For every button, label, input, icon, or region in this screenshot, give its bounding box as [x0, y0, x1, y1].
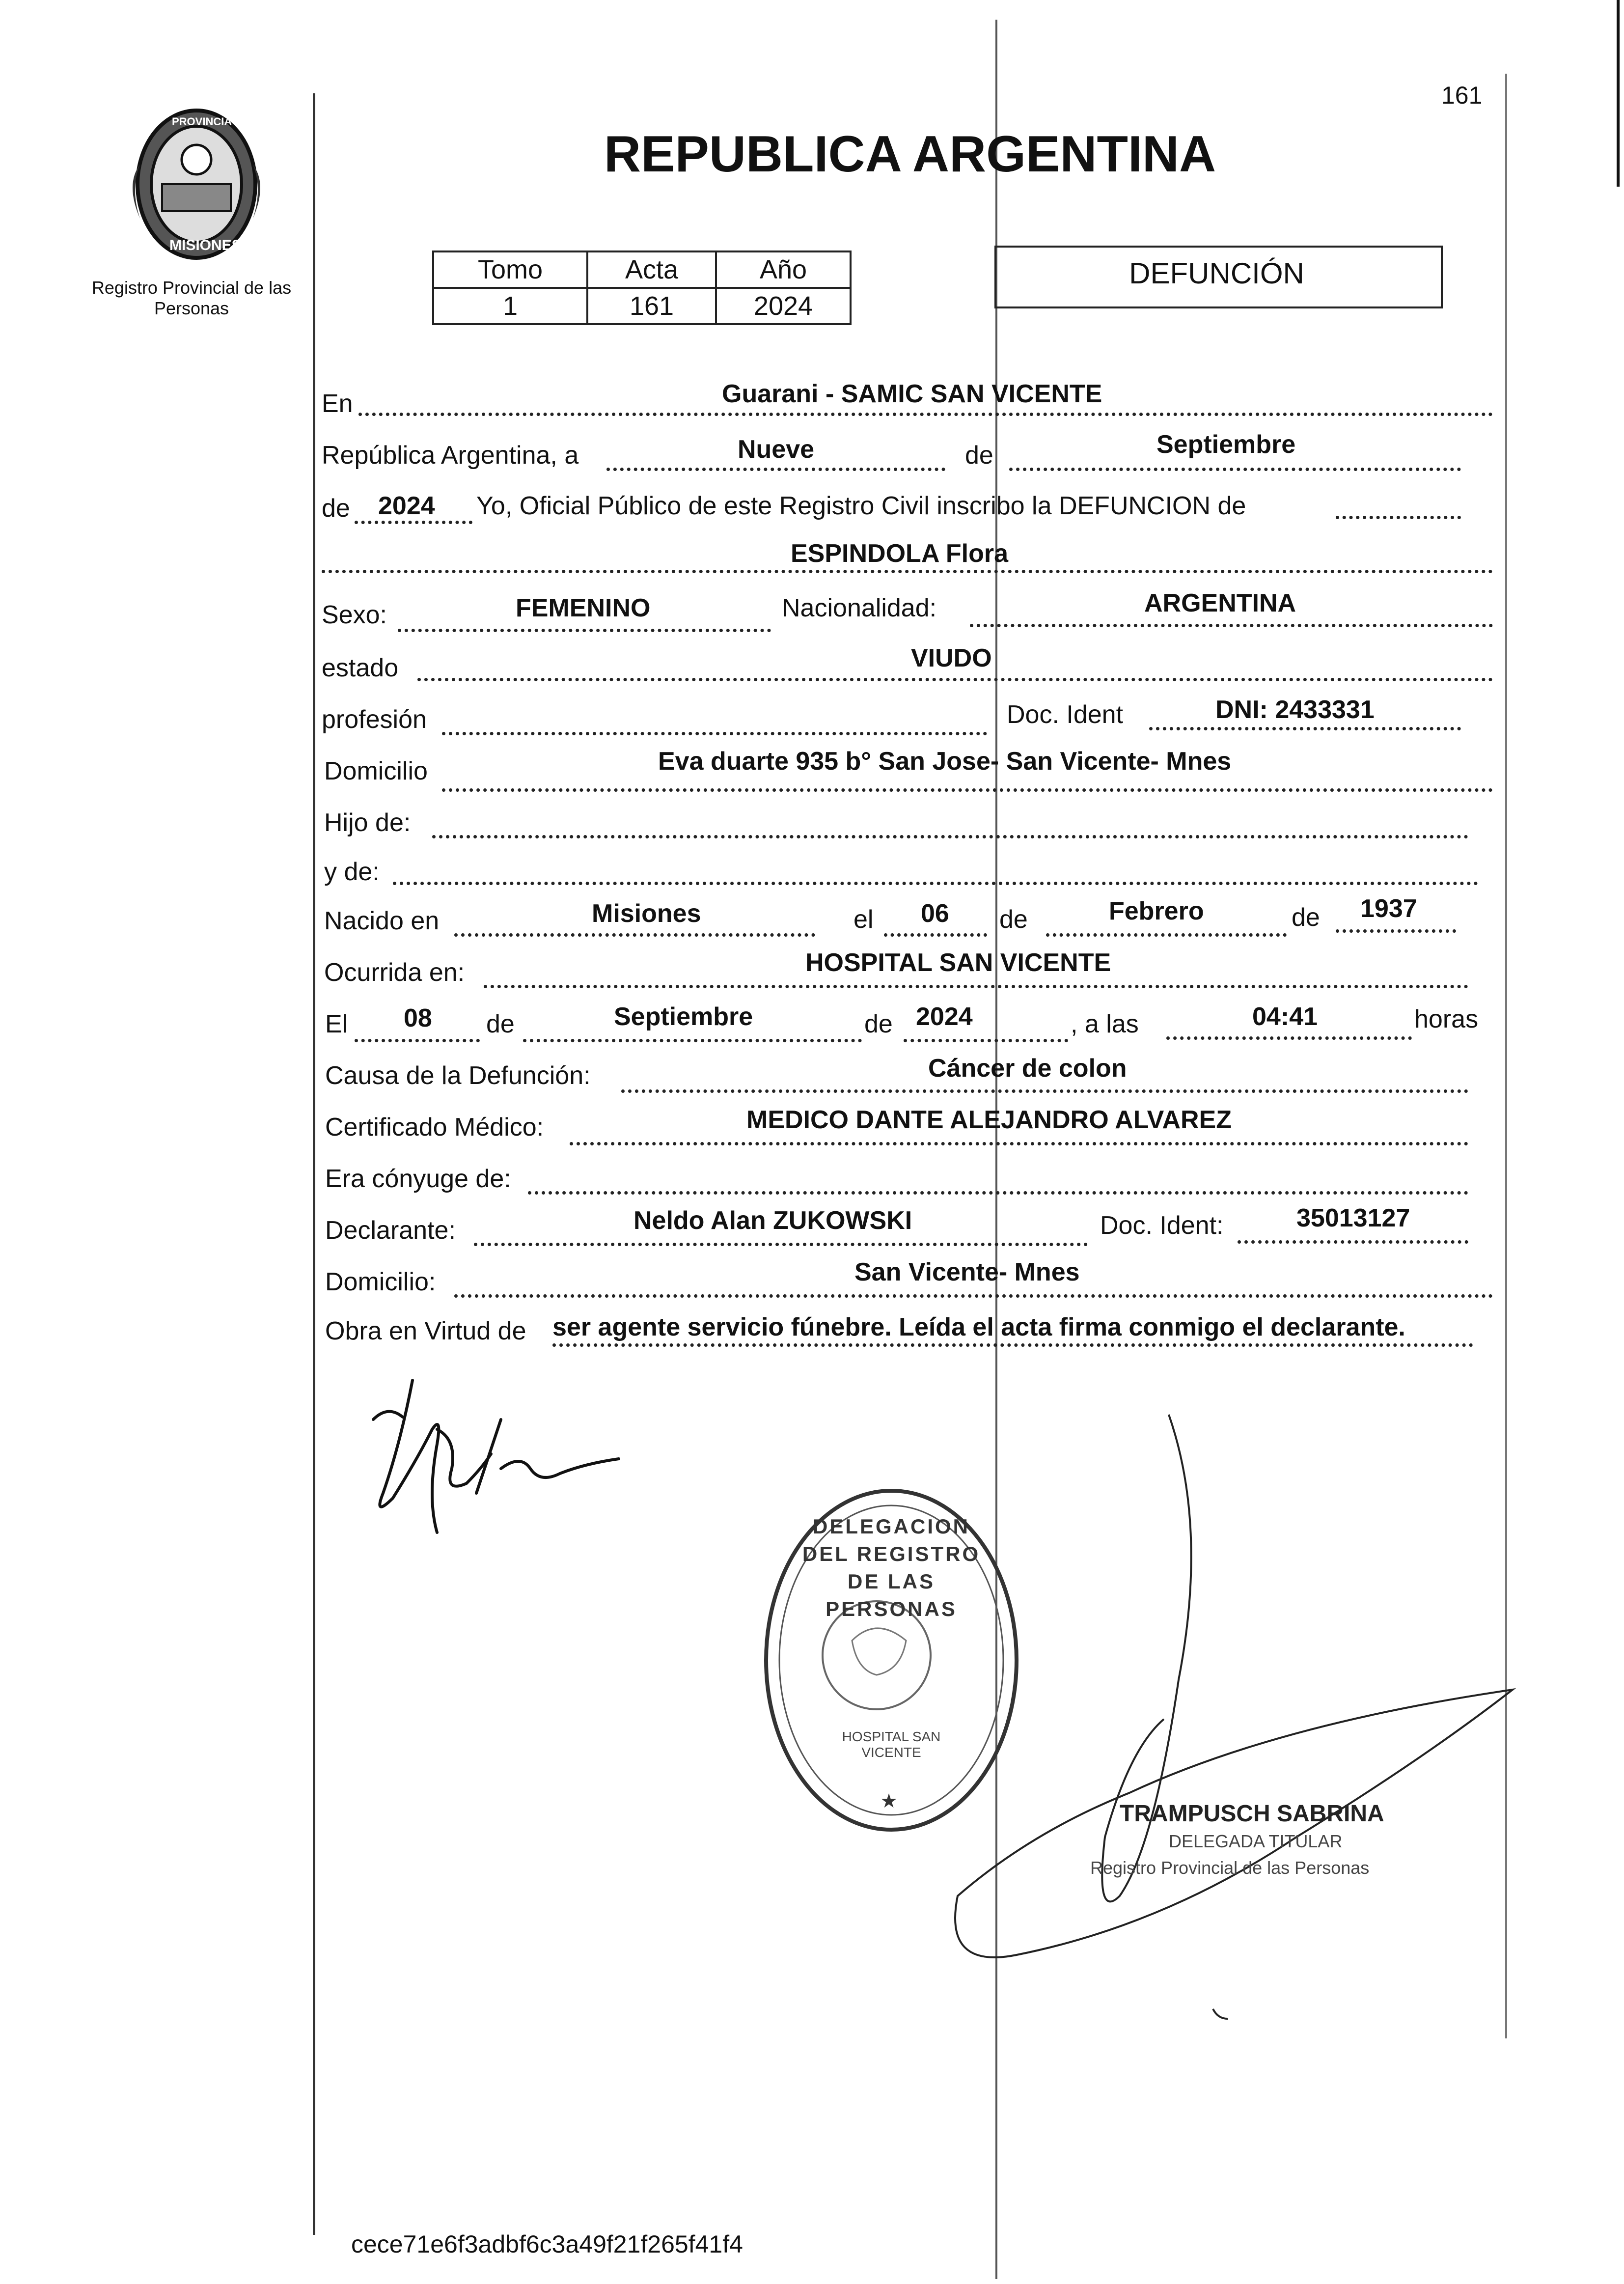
doc-ident-label: Doc. Ident [1007, 700, 1124, 729]
nacido-line [454, 933, 815, 937]
domicilio2-value: San Vicente- Mnes [854, 1258, 1080, 1286]
conyuge-label: Era cónyuge de: [325, 1165, 511, 1193]
declarante-line [474, 1243, 1088, 1246]
en-line [358, 413, 1493, 416]
domicilio-label: Domicilio [324, 757, 428, 785]
officer-role: DELEGADA TITULAR [1169, 1831, 1343, 1851]
ocurrida-line [484, 985, 1468, 988]
domicilio-value: Eva duarte 935 b° San Jose- San Vicente- Mnes [658, 747, 1232, 776]
certificado-line [570, 1142, 1468, 1145]
tomo-header: Tomo [433, 251, 587, 288]
profesion-line [442, 732, 987, 735]
de-label-5: de [486, 1010, 515, 1038]
death-month-line [523, 1039, 862, 1042]
officer-registry: Registro Provincial de las Personas [1090, 1858, 1370, 1878]
birth-day: 06 [921, 899, 949, 928]
obra-value: ser agente servicio fúnebre. Leída el acta firma conmigo el declarante. [552, 1313, 1405, 1341]
horas-label: horas [1414, 1005, 1479, 1033]
sexo-line [398, 629, 771, 632]
obra-line [552, 1343, 1473, 1347]
death-time-line [1166, 1036, 1412, 1040]
ocurrida-value: HOSPITAL SAN VICENTE [805, 948, 1111, 977]
estado-line [417, 678, 1493, 681]
hijo-line [432, 835, 1468, 838]
doc-ident-line [1149, 727, 1461, 730]
hijo-label: Hijo de: [324, 808, 411, 837]
doc-ident2-value: 35013127 [1296, 1204, 1410, 1232]
el2-label: El [325, 1010, 348, 1038]
doc-ident2-line [1238, 1240, 1468, 1244]
death-year-line [904, 1039, 1068, 1042]
officer-name: TRAMPUSCH SABRINA [1120, 1801, 1384, 1827]
logo-text-top: PROVINCIA DE [172, 115, 250, 128]
doc-type: DEFUNCIÓN [1129, 257, 1304, 290]
yde-label: y de: [324, 858, 380, 886]
page-number: 161 [1441, 82, 1483, 109]
alas-label: , a las [1071, 1010, 1139, 1038]
month-value: Septiembre [1156, 430, 1296, 459]
acta-value: 161 [587, 288, 716, 324]
nacionalidad-line [970, 624, 1493, 627]
republica-label: República Argentina, a [322, 441, 579, 470]
yde-line [393, 882, 1478, 885]
causa-label: Causa de la Defunción: [325, 1061, 591, 1090]
nacido-value: Misiones [592, 899, 701, 928]
de-label-1: de [965, 441, 993, 470]
certificado-value: MEDICO DANTE ALEJANDRO ALVAREZ [746, 1106, 1232, 1134]
year-line [355, 521, 472, 524]
de-label-6: de [864, 1010, 893, 1038]
acta-header: Acta [587, 251, 716, 288]
doc-ident2-label: Doc. Ident: [1100, 1211, 1224, 1240]
sexo-label: Sexo: [322, 601, 387, 629]
conyuge-line [528, 1191, 1468, 1195]
footer-hash: cece71e6f3adbf6c3a49f21f265f41f4 [351, 2230, 743, 2258]
domicilio-line [442, 788, 1493, 792]
certificado-label: Certificado Médico: [325, 1113, 544, 1142]
de-label-2: de [322, 494, 350, 523]
tomo-value: 1 [433, 288, 587, 324]
birth-year-line [1336, 929, 1456, 933]
causa-line [621, 1089, 1468, 1093]
name-line [322, 570, 1493, 573]
inscribo-text: Yo, Oficial Público de este Registro Civil inscribo la DEFUNCION de [476, 492, 1246, 520]
left-margin-line [313, 93, 315, 2235]
estado-label: estado [322, 654, 399, 682]
sexo-value: FEMENINO [516, 594, 651, 622]
profesion-label: profesión [322, 705, 427, 734]
inscribo-line [1336, 516, 1461, 519]
doc-ident-value: DNI: 2433331 [1215, 696, 1375, 724]
nacionalidad-label: Nacionalidad: [782, 594, 937, 622]
en-value: Guarani - SAMIC SAN VICENTE [722, 380, 1102, 408]
death-year: 2024 [916, 1003, 973, 1031]
death-time: 04:41 [1252, 1003, 1318, 1031]
birth-year: 1937 [1360, 894, 1417, 923]
el-label: el [853, 905, 874, 934]
birth-month-line [1046, 933, 1287, 937]
obra-label: Obra en Virtud de [325, 1317, 526, 1345]
right-edge-line [1617, 0, 1620, 187]
ocurrida-label: Ocurrida en: [324, 958, 465, 987]
registry-name: Registro Provincial de las Personas [91, 278, 292, 318]
officer-signature [933, 1405, 1571, 2033]
deceased-name: ESPINDOLA Flora [791, 539, 1009, 568]
stamp-inner-text: HOSPITAL SAN VICENTE [842, 1729, 941, 1760]
stamp-outer-text: DELEGACION DEL REGISTRO DE LAS PERSONAS [802, 1515, 981, 1620]
de-label-4: de [1292, 903, 1320, 932]
day-value: Nueve [737, 435, 815, 464]
death-day-line [355, 1039, 480, 1042]
svg-text:★: ★ [880, 1790, 898, 1812]
declarant-signature [354, 1370, 629, 1577]
province-logo [120, 106, 273, 263]
anio-header: Año [716, 251, 851, 288]
nacido-label: Nacido en [324, 907, 440, 935]
domicilio2-label: Domicilio: [325, 1268, 436, 1296]
causa-value: Cáncer de colon [928, 1054, 1127, 1083]
day-line [606, 468, 945, 471]
year-value: 2024 [378, 492, 435, 520]
death-month: Septiembre [614, 1003, 753, 1031]
domicilio2-line [454, 1294, 1493, 1298]
page-title: REPUBLICA ARGENTINA [604, 126, 1216, 183]
logo-text-bottom: MISIONES [169, 237, 242, 253]
estado-value: VIUDO [911, 644, 992, 672]
declarante-value: Neldo Alan ZUKOWSKI [633, 1206, 912, 1235]
en-label: En [322, 390, 353, 418]
anio-value: 2024 [716, 288, 851, 324]
birth-month: Febrero [1109, 897, 1204, 925]
month-line [1009, 468, 1461, 471]
birth-day-line [884, 933, 987, 937]
de-label-3: de [999, 905, 1028, 934]
declarante-label: Declarante: [325, 1216, 456, 1245]
tomo-table [432, 251, 852, 325]
death-day: 08 [404, 1004, 432, 1032]
nacionalidad-value: ARGENTINA [1144, 589, 1296, 617]
